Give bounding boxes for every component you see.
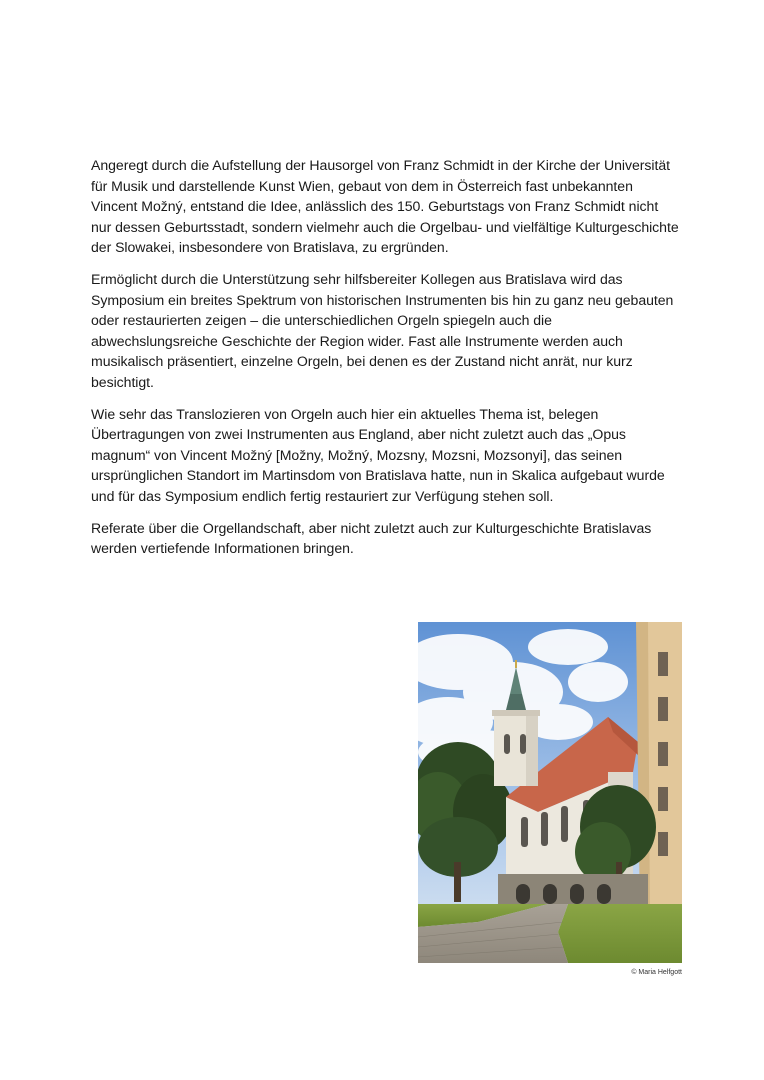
photo-credit: © Maria Helfgott <box>631 969 682 976</box>
paragraph-1: Angeregt durch die Aufstellung der Hausorgel von Franz Schmidt in der Kirche der Universität für Musik und darstellende Kunst Wien, gebaut von dem in Österreich fast unbekannten Vincent Možný, entstand die Idee, anlässlich des 150. Geburtstags von Franz Schmidt nicht nur dessen Geburtsstadt, sondern vielmehr auch die Orgelbau- und vielfältige Kulturgeschichte der Slowakei, insbesondere von Bratislava, zu ergründen. <box>91 157 679 256</box>
cathedral-photo <box>418 622 682 963</box>
stone-wall <box>498 874 648 904</box>
paragraph-2: Ermöglicht durch die Unterstützung sehr hilfsbereiter Kollegen aus Bratislava wird das Symposium ein breites Spektrum von historischen Instrumenten bis hin zu ganz neu gebauten oder restaurierten zeigen – die unterschiedlichen Orgeln spiegeln auch die abwechslungsreiche Geschichte der Region wider. Fast alle Instrumente werden auch musikalisch präsentiert, einzelne Orgeln, bei denen es der Zustand nicht anrät, nur kurz besichtigt. <box>91 270 674 390</box>
body-text <box>91 155 681 570</box>
grass-right <box>558 904 682 963</box>
paragraph-4: Referate über die Orgellandschaft, aber nicht zuletzt auch zur Kulturgeschichte Bratislavas werden vertiefende Informationen bringen. <box>91 519 652 557</box>
paragraph-3: Wie sehr das Translozieren von Orgeln auch hier ein aktuelles Thema ist, belegen Übertragungen von zwei Instrumenten aus England, aber nicht zuletzt auch das „Opus magnum“ von Vincent Možný [Možny, Možný, Mozsny, Mozsni, Mozsonyi], das seinen ursprünglichen Standort im Martinsdom von Bratislava hatte, nun in Skalica aufgebaut wurde und für das Symposium endlich fertig restauriert zur Verfügung stehen soll. <box>91 405 665 504</box>
